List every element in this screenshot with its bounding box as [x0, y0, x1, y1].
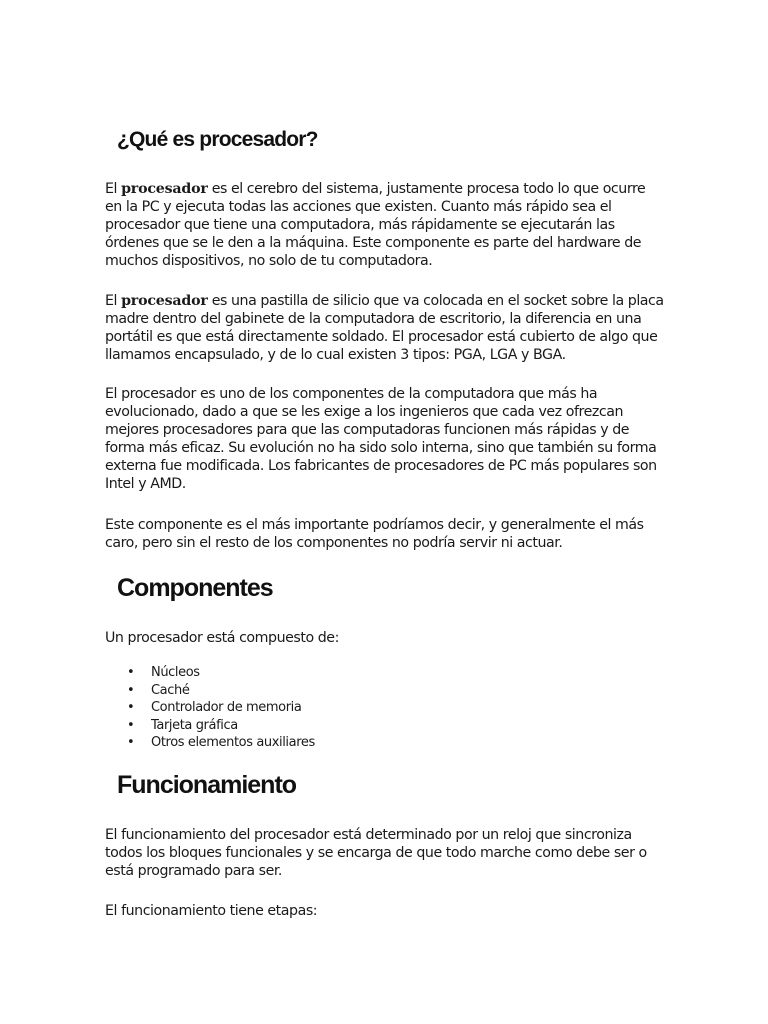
heading-componentes: Componentes	[117, 574, 273, 602]
paragraph-2-lead: El	[105, 293, 122, 309]
funcionamiento-paragraph-1: El funcionamiento del procesador está determinado por un reloj que sincroniza todos los bloques funcionales y se encarga de que todo marche como debe ser o está programado para ser.	[105, 827, 647, 880]
heading-que-es-procesador: ¿Qué es procesador?	[117, 128, 318, 151]
componentes-intro: Un procesador está compuesto de:	[105, 630, 339, 646]
list-item	[127, 734, 315, 752]
paragraph-2-text: es una pastilla de silicio que va colocada en el socket sobre la placa madre dentro del gabinete de la computadora de escritorio, la diferencia en una portátil es que está directamente soldado. El procesador está cubierto de algo que llamamos encapsulado, y de lo cual existen 3 tipos: PGA, LGA y BGA.	[105, 293, 664, 364]
list-item	[127, 682, 315, 700]
list-item	[127, 699, 315, 717]
paragraph-4: Este componente es el más importante podríamos decir, y generalmente el más caro, pero sin el resto de los componentes no podría servir ni actuar.	[105, 517, 644, 552]
paragraph-1-text: es el cerebro del sistema, justamente procesa todo lo que ocurre en la PC y ejecuta todas las acciones que existen. Cuanto más rápido sea el procesador que tiene una computadora, más rápidamente se ejecutarán las órdenes que se le den a la máquina. Este componente es parte del hardware de muchos dispositivos, no solo de tu computadora.	[105, 181, 646, 270]
list-item-text: Núcleos	[151, 665, 200, 680]
list-item	[127, 717, 315, 735]
paragraph-2	[105, 292, 665, 364]
paragraph-1-lead: El	[105, 181, 122, 197]
heading-funcionamiento: Funcionamiento	[117, 771, 297, 799]
paragraph-1-bold-term: procesador	[121, 181, 208, 197]
paragraph-2-bold-term: procesador	[121, 293, 208, 309]
list-item	[127, 664, 315, 682]
componentes-list	[127, 664, 315, 752]
bullet-icon: •	[127, 682, 135, 698]
bullet-icon: •	[127, 700, 135, 715]
funcionamiento-paragraph-2: El funcionamiento tiene etapas:	[105, 903, 318, 919]
list-item-text: Controlador de memoria	[151, 700, 302, 715]
list-item-text: Tarjeta gráfica	[151, 717, 238, 733]
paragraph-3: El procesador es uno de los componentes de la computadora que más ha evolucionado, dado a que se les exige a los ingenieros que cada vez ofrezcan mejores procesadores para que las computadoras funcionen más rápidas y de forma más eficaz. Su evolución no ha sido solo interna, sino que también su forma externa fue modificada. Los fabricantes de procesadores de PC más populares son Intel y AMD.	[105, 386, 657, 493]
paragraph-1	[105, 180, 665, 270]
list-item-text: Caché	[151, 682, 190, 698]
bullet-icon: •	[127, 717, 135, 733]
bullet-icon: •	[127, 665, 135, 680]
list-item-text: Otros elementos auxiliares	[151, 735, 315, 750]
bullet-icon: •	[127, 735, 135, 750]
